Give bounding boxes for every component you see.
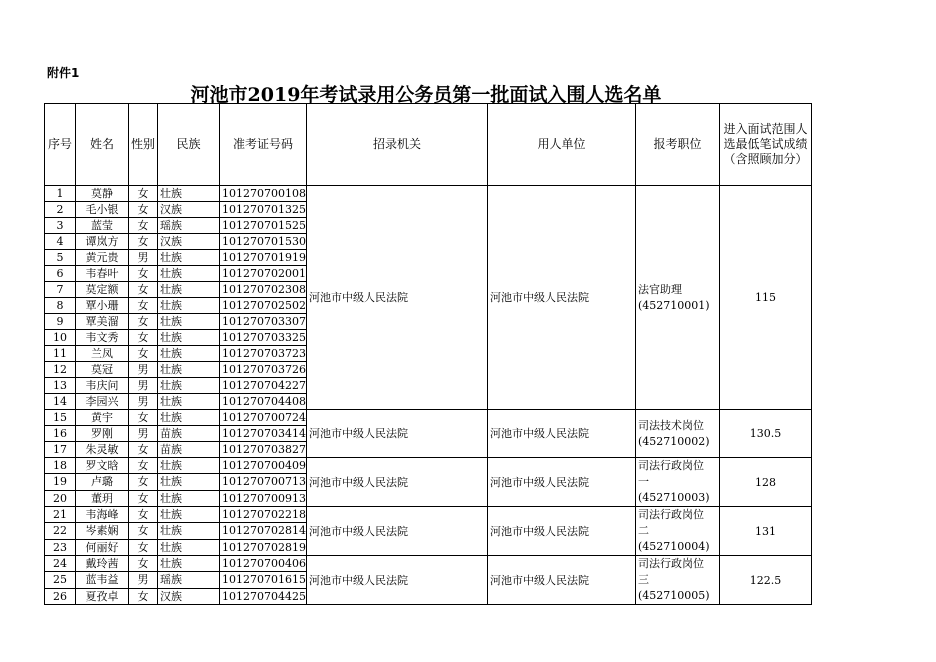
row-exam-id: 101270702218: [220, 507, 307, 523]
row-exam-id: 101270700108: [220, 186, 307, 202]
row-ethnicity: 壮族: [158, 490, 220, 506]
row-gender: 女: [129, 346, 158, 362]
row-name: 戴玲茜: [76, 556, 129, 572]
header-position: 报考职位: [635, 104, 719, 186]
group-position: 司法行政岗位 一 (452710003): [635, 458, 719, 507]
row-gender: 女: [129, 490, 158, 506]
attachment-label: 附件1: [47, 66, 80, 80]
row-name: 韦春叶: [76, 266, 129, 282]
row-ethnicity: 壮族: [158, 330, 220, 346]
row-no: 5: [45, 250, 76, 266]
row-gender: 女: [129, 282, 158, 298]
row-exam-id: 101270701325: [220, 202, 307, 218]
row-name: 谭岚方: [76, 234, 129, 250]
row-gender: 女: [129, 410, 158, 426]
header-no: 序号: [45, 104, 76, 186]
header-agency: 招录机关: [306, 104, 487, 186]
row-exam-id: 101270703827: [220, 442, 307, 458]
row-exam-id: 101270702308: [220, 282, 307, 298]
row-exam-id: 101270703723: [220, 346, 307, 362]
row-no: 1: [45, 186, 76, 202]
group-min-score: 115: [719, 186, 811, 410]
header-ethnicity: 民族: [158, 104, 220, 186]
row-no: 17: [45, 442, 76, 458]
group-min-score: 122.5: [719, 556, 811, 605]
row-gender: 女: [129, 202, 158, 218]
row-exam-id: 101270703307: [220, 314, 307, 330]
row-name: 韦文秀: [76, 330, 129, 346]
row-exam-id: 101270703726: [220, 362, 307, 378]
row-name: 兰凤: [76, 346, 129, 362]
row-ethnicity: 壮族: [158, 298, 220, 314]
row-no: 24: [45, 556, 76, 572]
group-unit: 河池市中级人民法院: [487, 410, 635, 458]
row-exam-id: 101270703414: [220, 426, 307, 442]
row-no: 14: [45, 394, 76, 410]
row-ethnicity: 瑶族: [158, 218, 220, 234]
group-unit: 河池市中级人民法院: [487, 458, 635, 507]
row-name: 卢璐: [76, 474, 129, 490]
row-exam-id: 101270700409: [220, 458, 307, 474]
header-exam-id: 准考证号码: [220, 104, 307, 186]
row-no: 11: [45, 346, 76, 362]
row-no: 12: [45, 362, 76, 378]
candidate-table: [44, 103, 812, 605]
row-exam-id: 101270702502: [220, 298, 307, 314]
group-position: 司法技术岗位 (452710002): [635, 410, 719, 458]
row-ethnicity: 壮族: [158, 362, 220, 378]
row-ethnicity: 壮族: [158, 556, 220, 572]
document-title: 河池市2019年考试录用公务员第一批面试入围人选名单: [190, 84, 662, 106]
row-ethnicity: 瑶族: [158, 572, 220, 588]
row-ethnicity: 汉族: [158, 234, 220, 250]
header-unit: 用人单位: [487, 104, 635, 186]
row-no: 15: [45, 410, 76, 426]
table-row: [45, 556, 812, 572]
row-name: 岑素娴: [76, 523, 129, 539]
table-row: [45, 507, 812, 523]
group-agency: 河池市中级人民法院: [306, 458, 487, 507]
group-unit: 河池市中级人民法院: [487, 507, 635, 556]
row-name: 夏孜卓: [76, 588, 129, 604]
row-no: 16: [45, 426, 76, 442]
row-name: 莫冠: [76, 362, 129, 378]
row-no: 13: [45, 378, 76, 394]
row-no: 20: [45, 490, 76, 506]
row-ethnicity: 壮族: [158, 523, 220, 539]
row-no: 23: [45, 539, 76, 555]
row-exam-id: 101270704425: [220, 588, 307, 604]
row-ethnicity: 壮族: [158, 186, 220, 202]
header-name: 姓名: [76, 104, 129, 186]
group-min-score: 128: [719, 458, 811, 507]
table-row: [45, 186, 812, 202]
row-gender: 男: [129, 378, 158, 394]
group-unit: 河池市中级人民法院: [487, 556, 635, 605]
row-exam-id: 101270702819: [220, 539, 307, 555]
row-ethnicity: 汉族: [158, 202, 220, 218]
group-agency: 河池市中级人民法院: [306, 507, 487, 556]
row-gender: 女: [129, 588, 158, 604]
group-position: 司法行政岗位 二 (452710004): [635, 507, 719, 556]
group-agency: 河池市中级人民法院: [306, 186, 487, 410]
row-gender: 女: [129, 298, 158, 314]
row-gender: 男: [129, 394, 158, 410]
group-unit: 河池市中级人民法院: [487, 186, 635, 410]
row-no: 2: [45, 202, 76, 218]
row-no: 4: [45, 234, 76, 250]
row-name: 黄宇: [76, 410, 129, 426]
row-gender: 女: [129, 234, 158, 250]
row-ethnicity: 壮族: [158, 410, 220, 426]
row-gender: 女: [129, 474, 158, 490]
row-exam-id: 101270703325: [220, 330, 307, 346]
row-gender: 女: [129, 330, 158, 346]
row-exam-id: 101270704408: [220, 394, 307, 410]
header-min-score: 进入面试范围人选最低笔试成绩（含照顾加分）: [719, 104, 811, 186]
row-exam-id: 101270700913: [220, 490, 307, 506]
table-header-row: [45, 104, 812, 186]
row-name: 罗刚: [76, 426, 129, 442]
row-ethnicity: 壮族: [158, 314, 220, 330]
row-ethnicity: 壮族: [158, 346, 220, 362]
row-name: 李园兴: [76, 394, 129, 410]
row-no: 26: [45, 588, 76, 604]
row-no: 3: [45, 218, 76, 234]
row-exam-id: 101270702814: [220, 523, 307, 539]
row-ethnicity: 苗族: [158, 426, 220, 442]
row-no: 9: [45, 314, 76, 330]
row-ethnicity: 壮族: [158, 507, 220, 523]
row-exam-id: 101270704227: [220, 378, 307, 394]
row-exam-id: 101270701530: [220, 234, 307, 250]
row-name: 董玥: [76, 490, 129, 506]
row-exam-id: 101270700406: [220, 556, 307, 572]
row-ethnicity: 壮族: [158, 378, 220, 394]
row-no: 18: [45, 458, 76, 474]
row-name: 覃美溜: [76, 314, 129, 330]
row-ethnicity: 壮族: [158, 474, 220, 490]
row-name: 朱灵敏: [76, 442, 129, 458]
row-exam-id: 101270700713: [220, 474, 307, 490]
row-gender: 男: [129, 362, 158, 378]
row-gender: 女: [129, 556, 158, 572]
row-no: 6: [45, 266, 76, 282]
row-name: 莫静: [76, 186, 129, 202]
row-gender: 女: [129, 266, 158, 282]
row-gender: 男: [129, 426, 158, 442]
row-gender: 男: [129, 250, 158, 266]
row-name: 黄元贵: [76, 250, 129, 266]
row-ethnicity: 壮族: [158, 394, 220, 410]
row-name: 蓝韦益: [76, 572, 129, 588]
group-agency: 河池市中级人民法院: [306, 410, 487, 458]
row-name: 覃小珊: [76, 298, 129, 314]
row-exam-id: 101270701919: [220, 250, 307, 266]
group-position: 司法行政岗位 三 (452710005): [635, 556, 719, 605]
row-ethnicity: 壮族: [158, 539, 220, 555]
group-agency: 河池市中级人民法院: [306, 556, 487, 605]
table-row: [45, 410, 812, 426]
row-name: 罗文晗: [76, 458, 129, 474]
row-gender: 女: [129, 507, 158, 523]
row-gender: 女: [129, 523, 158, 539]
row-ethnicity: 壮族: [158, 282, 220, 298]
row-exam-id: 101270700724: [220, 410, 307, 426]
row-exam-id: 101270702001: [220, 266, 307, 282]
row-exam-id: 101270701615: [220, 572, 307, 588]
row-name: 蓝莹: [76, 218, 129, 234]
row-name: 何丽好: [76, 539, 129, 555]
row-name: 莫定额: [76, 282, 129, 298]
row-name: 韦庆问: [76, 378, 129, 394]
row-gender: 女: [129, 458, 158, 474]
row-no: 10: [45, 330, 76, 346]
row-no: 21: [45, 507, 76, 523]
row-gender: 女: [129, 314, 158, 330]
row-no: 8: [45, 298, 76, 314]
group-min-score: 130.5: [719, 410, 811, 458]
header-gender: 性别: [129, 104, 158, 186]
row-no: 19: [45, 474, 76, 490]
row-gender: 女: [129, 218, 158, 234]
row-ethnicity: 汉族: [158, 588, 220, 604]
row-name: 韦海峰: [76, 507, 129, 523]
group-min-score: 131: [719, 507, 811, 556]
group-position: 法官助理 (452710001): [635, 186, 719, 410]
row-ethnicity: 壮族: [158, 458, 220, 474]
row-ethnicity: 壮族: [158, 266, 220, 282]
row-gender: 女: [129, 186, 158, 202]
table-row: [45, 458, 812, 474]
row-gender: 男: [129, 572, 158, 588]
row-no: 22: [45, 523, 76, 539]
row-no: 25: [45, 572, 76, 588]
row-no: 7: [45, 282, 76, 298]
row-gender: 女: [129, 539, 158, 555]
row-gender: 女: [129, 442, 158, 458]
row-ethnicity: 苗族: [158, 442, 220, 458]
row-name: 毛小银: [76, 202, 129, 218]
row-exam-id: 101270701525: [220, 218, 307, 234]
row-ethnicity: 壮族: [158, 250, 220, 266]
